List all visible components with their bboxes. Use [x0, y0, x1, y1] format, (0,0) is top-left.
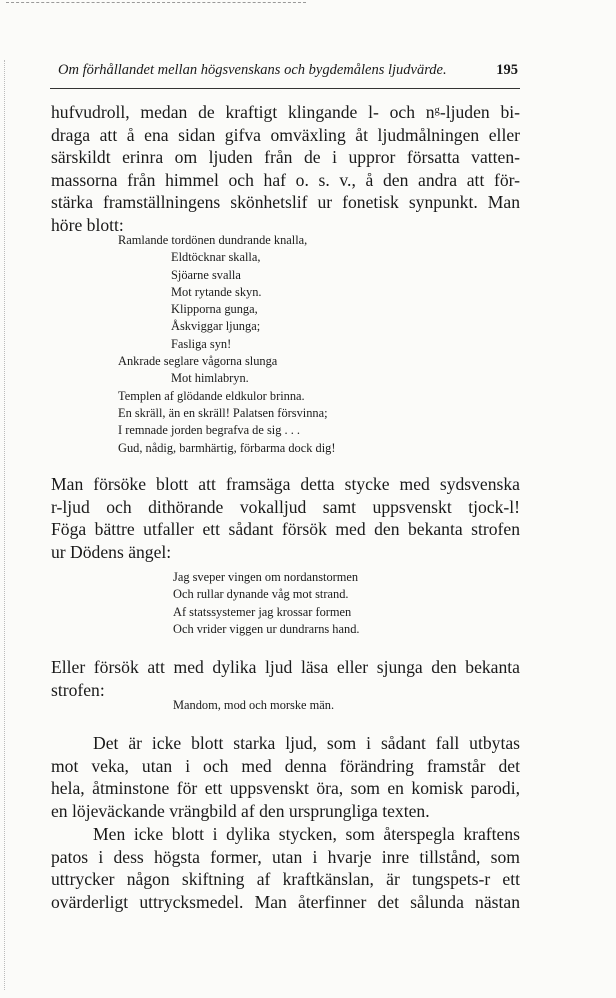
paragraph-5: [51, 823, 520, 913]
left-margin-line: [4, 60, 5, 990]
top-edge-mark: [6, 2, 306, 3]
text-line: stärka framställningens skönhetslif ur fonetisk synpunkt. Man: [51, 192, 520, 213]
running-title: Om förhållandet mellan högsvenskans och bygdemålens ljudvärde.: [58, 62, 447, 78]
text-line: hela, åtminstone för ett uppsvenskt öra, som en komisk parodi,: [51, 778, 520, 799]
text-line: höre blott:: [51, 214, 124, 235]
verse-line: Eldtöcknar skalla,: [171, 250, 261, 265]
paragraph-4: [51, 732, 520, 822]
text-line: ur Dödens ängel:: [51, 541, 172, 562]
verse-line: Och vrider viggen ur dundrarns hand.: [173, 621, 360, 636]
verse-line: Och rullar dynande våg mot strand.: [173, 587, 349, 602]
verse-line: I remnade jorden begrafva de sig . . .: [118, 423, 300, 438]
verse-line: Af statssystemer jag krossar formen: [173, 604, 352, 619]
text-line: massorna från himmel och haf o. s. v., å den andra att för-: [51, 169, 520, 190]
paragraph-1: [51, 101, 520, 237]
verse-line: Ankrade seglare vågorna slunga: [118, 354, 278, 369]
verse-line: Templen af glödande eldkulor brinna.: [118, 388, 305, 403]
verse-line: Åskviggar ljunga;: [171, 319, 261, 334]
text-line: ovärderligt uttrycksmedel. Man återfinner det sålunda nästan: [51, 891, 520, 912]
verse-line: Klipporna gunga,: [171, 302, 258, 317]
running-header: [58, 62, 518, 79]
verse-line: Fasliga syn!: [171, 336, 232, 351]
page-number: 195: [496, 62, 518, 78]
text-line: strofen:: [51, 679, 105, 700]
text-line: Föga bättre utfaller ett sådant försök med den bekanta strofen: [51, 519, 520, 540]
paragraph-3: [51, 656, 520, 701]
text-line: mot veka, utan i och med denna förändring framstår det: [51, 755, 520, 776]
verse-line: Mandom, mod och morske män.: [173, 698, 335, 712]
verse-line: En skräll, än en skräll! Palatsen försvinna;: [118, 405, 328, 420]
text-line: Eller försök att med dylika ljud läsa eller sjunga den bekanta: [51, 657, 520, 677]
text-line: en löjeväckande vrängbild af den ursprungliga texten.: [51, 800, 430, 821]
poem-1: [118, 232, 335, 457]
text-line: särskildt erinra om ljuden från de i uppror försatta vatten-: [51, 147, 520, 168]
text-line: hufvudroll, medan de kraftigt klingande l- och nᵍ-ljuden bi-: [51, 102, 520, 122]
poem-2: [173, 569, 360, 638]
verse-line: Mot rytande skyn.: [171, 284, 262, 299]
text-line: r-ljud och dithörande vokalljud samt uppsvenskt tjock-l!: [51, 496, 520, 517]
poem-3: [173, 697, 334, 714]
verse-line: Ramlande tordönen dundrande knalla,: [118, 233, 308, 247]
verse-line: Sjöarne svalla: [171, 267, 241, 282]
verse-line: Gud, nådig, barmhärtig, förbarma dock dig!: [118, 440, 336, 455]
text-line: patos i dess högsta former, utan i hvarje inre tillstånd, som: [51, 846, 520, 867]
text-line: draga att å ena sidan gifva omväxling åt ljudmålningen eller: [51, 124, 520, 145]
text-line: Man försöke blott att framsäga detta stycke med sydsvenska: [51, 474, 520, 494]
verse-line: Mot himlabryn.: [171, 371, 249, 386]
header-rule: [50, 88, 520, 89]
text-line: uttrycker någon skiftning af kraftkänslan, är tungspets-r ett: [51, 869, 520, 890]
text-line: Men icke blott i dylika stycken, som återspegla kraftens: [93, 824, 520, 844]
text-line: Det är icke blott starka ljud, som i sådant fall utbytas: [93, 733, 520, 753]
paragraph-2: [51, 473, 520, 563]
verse-line: Jag sveper vingen om nordanstormen: [173, 570, 359, 584]
